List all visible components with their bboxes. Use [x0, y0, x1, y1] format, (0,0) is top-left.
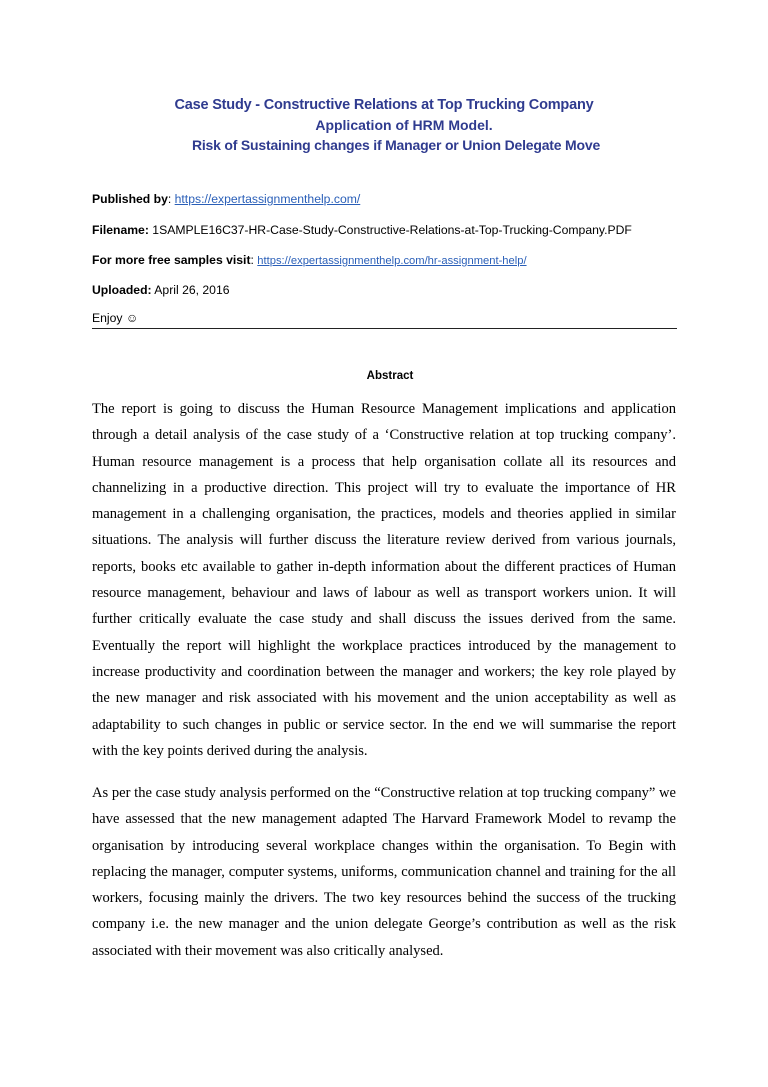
free-samples-label: For more free samples visit — [92, 253, 251, 267]
document-title: Case Study - Constructive Relations at Top Trucking Company — [174, 97, 594, 113]
filename-row — [92, 223, 632, 237]
published-separator: : — [167, 192, 175, 206]
filename-value: 1SAMPLE16C37-HR-Case-Study-Constructive-Relations-at-Top-Trucking-Company.PDF — [148, 223, 632, 237]
abstract-paragraph-1: The report is going to discuss the Human Resource Management implications and application through a detail analysis of the case study of a ‘Constructive relation at top trucking company’. Human resource management is a process that help organisation collate all its resources and channelizing in a productive direction. This project will try to evaluate the importance of HR management in a challenging organisation, the practices, models and theories applied in similar situations. The analysis will further discuss the literature review derived from various journals, reports, books etc available to gather in-depth information about the different practices of Human resource management, behaviour and laws of labour as well as transport workers union. It will further critically evaluate the case study and shall discuss the issues derived from the same. Eventually the report will highlight the workplace practices introduced by the management to increase productivity and coordination between the manager and workers; the key role played by the new manager and risk associated with his movement and the union acceptability as well as adaptability to such changes in public or service sector. In the end we will summarise the report with the key points derived during the analysis. — [92, 401, 676, 759]
abstract-heading: Abstract — [366, 370, 414, 382]
filename-label: Filename: — [92, 223, 149, 237]
uploaded-row — [92, 283, 230, 297]
free-samples-link[interactable]: https://expertassignmenthelp.com/hr-assignment-help/ — [257, 255, 527, 267]
title-block — [0, 95, 768, 155]
published-label: Published by — [92, 192, 168, 206]
abstract-paragraph-2: As per the case study analysis performed on the “Constructive relation at top trucking company” we have assessed that the new management adapted The Harvard Framework Model to revamp the organisation by introducing several workplace changes within the organisation. To Begin with replacing the manager, computer systems, uniforms, communication channel and training for the all workers, focusing mainly the drivers. The two key resources behind the success of the trucking company i.e. the new manager and the union delegate George’s contribution as well as the risk associated with their movement was also critically analysed. — [92, 785, 676, 959]
uploaded-value: April 26, 2016 — [151, 283, 230, 297]
document-subtitle-risk: Risk of Sustaining changes if Manager or Union Delegate Move — [191, 137, 601, 153]
published-link[interactable]: https://expertassignmenthelp.com/ — [174, 192, 361, 206]
uploaded-label: Uploaded: — [92, 283, 152, 297]
published-by-row — [92, 192, 360, 206]
enjoy-text: Enjoy ☺ — [92, 311, 139, 325]
header-divider — [92, 328, 677, 329]
free-samples-row — [92, 253, 527, 267]
free-samples-separator: : — [250, 253, 258, 267]
document-subtitle: Application of HRM Model. — [315, 117, 493, 133]
